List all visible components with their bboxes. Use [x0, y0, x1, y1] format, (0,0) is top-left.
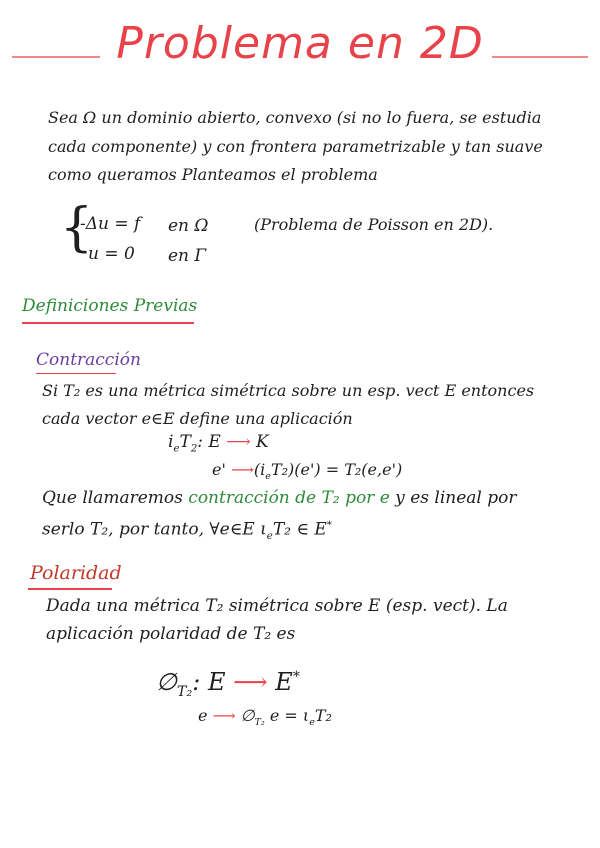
contraction-map-2-rest: T₂)(e') = T₂(e,e'): [270, 460, 403, 479]
polarity-line-2: aplicación polaridad de T₂ es: [46, 624, 296, 644]
contraction-map-1-sub-2: 2: [190, 443, 198, 455]
contraction-underline: [36, 373, 116, 374]
contraction-line-2: cada vector e∈E define una aplicación: [42, 409, 353, 428]
polarity-line-1: Dada una métrica T₂ simétrica sobre E (esp. vect). La: [46, 596, 508, 616]
system-brace: {: [60, 198, 94, 258]
contraction-map-2-arrow: ⟶: [230, 460, 254, 479]
polarity-map-1-domain: : E: [192, 668, 226, 696]
contraction-map-1-symbol: i: [168, 432, 174, 452]
page-title: Problema en 2D: [116, 18, 484, 69]
section-definitions-underline: [22, 322, 194, 324]
polarity-underline: [28, 588, 112, 590]
section-definitions-heading: Definiciones Previas: [22, 296, 198, 316]
contraction-map-2-sub-e: e: [265, 471, 271, 483]
polarity-map-2-rest: e = ι: [264, 706, 310, 725]
contraction-definition-post: y es lineal por: [389, 488, 517, 508]
polarity-map-2-sub: T₂: [254, 717, 265, 729]
contraction-definition-line: [42, 484, 516, 512]
polarity-map-2-phi: ∅: [240, 706, 255, 725]
intro-line-1: Sea Ω un dominio abierto, convexo (si no lo fuera, se estudia: [48, 108, 542, 127]
intro-line-3: como queramos Planteamos el problema: [48, 165, 378, 184]
polarity-map-2: [198, 706, 332, 728]
polarity-map-2-sub-e: e: [309, 717, 315, 729]
polarity-map-2-end: T₂: [314, 706, 332, 725]
contraction-linearity-rest: T₂ ∈ E: [272, 519, 327, 540]
contraction-definition-pre: Que llamaremos: [42, 488, 189, 508]
polarity-map-2-left: e: [198, 706, 208, 725]
equation-1-domain: en Ω: [168, 216, 209, 236]
contraction-linearity-line: serlo T₂, por tanto, ∀e∈E $\iota_eT_2$ ∈ E*: [42, 519, 332, 543]
contraction-map-1-t: T: [179, 432, 191, 452]
contraction-map-2-open: (i: [253, 460, 266, 479]
polarity-map-1-phi: ∅: [156, 668, 177, 696]
polarity-map-1-sub: T₂: [176, 683, 193, 700]
equation-1: -Δu = f: [80, 214, 141, 234]
polarity-map-1-arrow: ⟶: [233, 668, 268, 696]
contraction-heading: Contracción: [36, 350, 141, 370]
poisson-note: (Problema de Poisson en 2D).: [254, 215, 494, 234]
contraction-map-1-sub-e: e: [173, 443, 180, 455]
equation-2: u = 0: [88, 244, 135, 264]
contraction-map-2-left: e': [212, 460, 226, 479]
polarity-map-1: $\emptyset_{T_2}$: E ⟶ E*: [156, 668, 300, 700]
contraction-linearity-text: serlo T₂, por tanto, ∀e∈E ι: [42, 519, 267, 540]
polarity-map-1-target: E: [275, 668, 293, 696]
contraction-map-2: [212, 460, 402, 482]
intro-line-2: cada componente) y con frontera parametrizable y tan suave: [48, 137, 543, 156]
contraction-map-1-domain: : E: [197, 432, 221, 452]
polarity-heading: Polaridad: [30, 562, 122, 584]
contraction-definition-term: contracción de T₂ por e: [188, 488, 390, 508]
contraction-map-1-arrow: ⟶: [226, 432, 251, 452]
polarity-map-2-arrow: ⟶: [212, 706, 236, 725]
contraction-line-1: Si T₂ es una métrica simétrica sobre un esp. vect E entonces: [42, 381, 535, 400]
equation-2-domain: en Γ: [168, 246, 207, 266]
contraction-linearity-sub-e: e: [266, 531, 273, 543]
contraction-map-1-target: K: [256, 432, 269, 452]
contraction-map-1: [168, 432, 269, 454]
